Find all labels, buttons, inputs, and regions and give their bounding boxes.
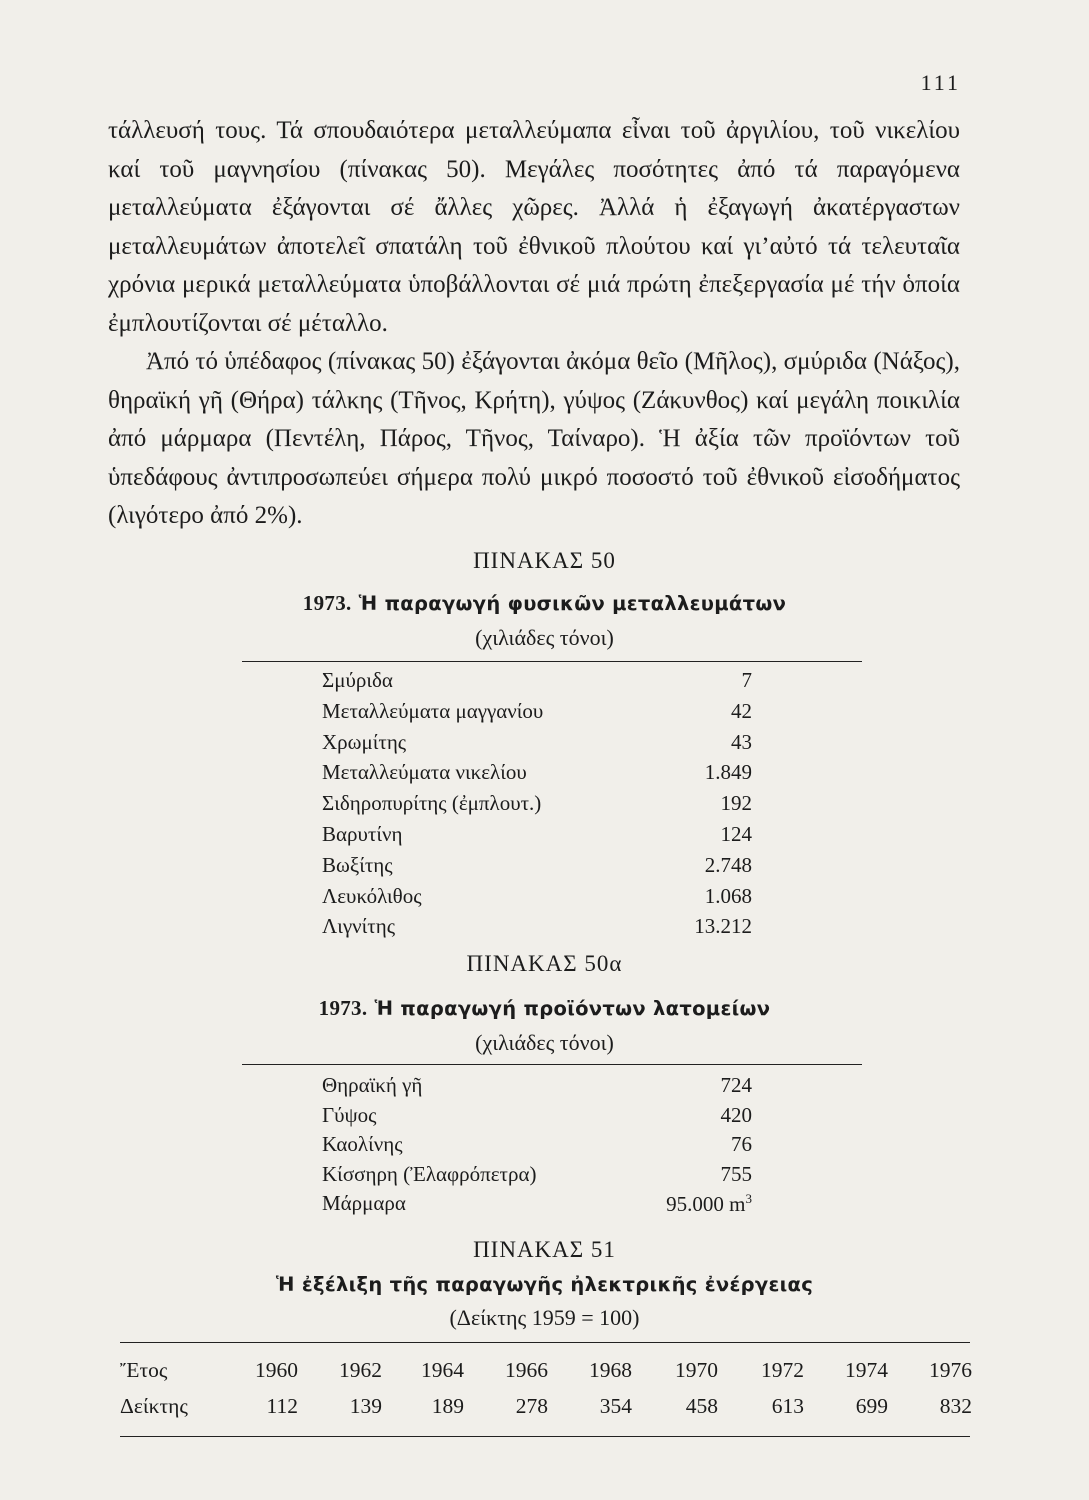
table-50a-title	[0, 996, 1089, 1021]
table-50-title	[0, 591, 1089, 616]
table-50-title-text: Ἡ παραγωγή φυσικῶν μεταλλευμάτων	[358, 592, 787, 615]
row-value	[721, 1162, 753, 1187]
table-51-index-cell: 613	[771, 1394, 804, 1418]
table-row	[322, 760, 752, 790]
row-label: Μάρμαρα	[322, 1191, 406, 1215]
table-51-index-row	[120, 1394, 972, 1428]
table-51-year-cell: 1966	[505, 1358, 548, 1382]
row-label: Λευκόλιθος	[322, 883, 422, 908]
row-value-text: 76	[731, 1132, 752, 1156]
row-value-text: 42	[731, 698, 752, 723]
row-value	[731, 699, 752, 724]
row-value-text: 724	[720, 1073, 752, 1097]
paragraph-2: Ἀπό τό ὑπέδαφος (πίνακας 50) ἐξάγονται ἀκόμα θεῖο (Μῆλος), σμύριδα (Νάξος), θηραϊκή γῆ (Θήρα) τάλκης (Τῆνος, Κρήτη), γύψος (Ζάκυνθος) καί μεγάλη ποικιλία ἀπό μάρμαρα (Πεντέλη, Πάρος, Τῆνος, Ταίναρο). Ἡ ἀξία τῶν προϊόντων τοῦ ὑπεδάφους ἀντιπροσωπεύει σήμερα πολύ μικρό ποσοστό τοῦ ἐθνικοῦ εἰσοδήματος (λιγότερο ἀπό 2%).	[108, 348, 960, 529]
paragraph-1: τάλλευσή τους. Τά σπουδαιότερα μεταλλεύμαπα εἶναι τοῦ ἀργιλίου, τοῦ νικελίου καί τοῦ μαγνησίου (πίνακας 50). Μεγάλες ποσότητες ἀπό τά παραγόμενα μεταλλεύματα ἐξάγονται σέ ἄλλες χῶρες. Ἀλλά ἡ ἐξαγωγή ἀκατέργαστων μεταλλευμάτων ἀποτελεῖ σπατάλη τοῦ ἐθνικοῦ πλούτου καί γι’αὐτό τά τελευταῖα χρόνια μερικά μεταλλεύματα ὑποβάλλονται σέ μιά πρώτη ἐπεξεργασία μέ τήν ὁποία ἐμπλουτίζονται σέ μέταλλο.	[108, 117, 960, 337]
row-label: Βωξίτης	[322, 852, 393, 877]
row-value-text: 43	[731, 729, 752, 754]
row-value	[705, 853, 752, 878]
table-51-index-cell: 832	[939, 1394, 972, 1418]
table-row	[322, 1073, 752, 1103]
row-value-superscript: 3	[745, 1191, 752, 1206]
table-51-title: Ἡ ἐξέλιξη τῆς παραγωγῆς ἠλεκτρικῆς ἐνέργειας	[275, 1273, 814, 1296]
table-50-heading: ΠΙΝΑΚΑΣ 50	[473, 548, 616, 573]
table-row	[322, 1132, 752, 1162]
table-51-year-cell: 1972	[761, 1358, 804, 1382]
table-row	[322, 914, 752, 944]
table-51-unit: (Δείκτης 1959 = 100)	[449, 1305, 640, 1330]
row-label: Χρωμίτης	[322, 729, 407, 754]
row-value	[705, 760, 752, 785]
table-51-year-cell: 1964	[421, 1358, 464, 1382]
body-text	[108, 112, 960, 536]
row-label: Σμύριδα	[322, 668, 393, 692]
row-value-text: 95.000 m	[666, 1192, 746, 1216]
table-51-index-cell: 278	[515, 1394, 548, 1418]
table-51-index-cell: 699	[855, 1394, 888, 1418]
row-value	[742, 668, 753, 693]
row-value-text: 13.212	[694, 914, 752, 939]
row-value-text: 755	[720, 1161, 752, 1186]
table-51-year-row	[120, 1358, 972, 1392]
table-51-year-cell: 1968	[589, 1358, 632, 1382]
table-51-year-cell: 1976	[929, 1358, 972, 1382]
table-51-year-label: Ἔτος	[120, 1358, 168, 1382]
table-51-bottom-rule	[120, 1436, 970, 1437]
table-row	[322, 822, 752, 852]
table-51-index-cell: 458	[685, 1394, 718, 1418]
table-row	[322, 730, 752, 760]
table-51-heading: ΠΙΝΑΚΑΣ 51	[473, 1237, 616, 1262]
table-row	[322, 853, 752, 883]
row-value	[705, 884, 752, 909]
row-value	[721, 1103, 753, 1128]
row-value-text: 1.068	[704, 883, 752, 908]
page-number: 111	[920, 70, 961, 95]
table-50a-heading: ΠΙΝΑΚΑΣ 50α	[466, 951, 623, 976]
table-51-index-cell: 139	[349, 1394, 382, 1418]
row-label: Σιδηροπυρίτης (ἐμπλουτ.)	[322, 791, 542, 816]
row-label: Μεταλλεύματα νικελίου	[322, 760, 527, 785]
row-label: Θηραϊκή γῆ	[322, 1073, 423, 1097]
row-value	[731, 730, 752, 755]
table-50-top-rule	[242, 661, 862, 662]
table-51-index-cell: 354	[599, 1394, 632, 1418]
row-value	[666, 1191, 752, 1217]
table-50a-title-text: Ἡ παραγωγή προϊόντων λατομείων	[374, 997, 771, 1020]
table-50a-top-rule	[242, 1064, 862, 1065]
table-51-year-cell: 1960	[255, 1358, 298, 1382]
row-label: Γύψος	[322, 1102, 377, 1127]
table-50-year: 1973.	[302, 591, 352, 615]
row-value	[731, 1132, 752, 1157]
table-51-year-cell: 1974	[845, 1358, 888, 1382]
table-50-unit: (χιλιάδες τόνοι)	[475, 625, 614, 650]
table-51-index-cell: 112	[266, 1394, 298, 1418]
row-value-text: 2.748	[704, 852, 752, 877]
row-label: Κίσσηρη (Ἐλαφρόπετρα)	[322, 1161, 537, 1186]
row-value-text: 7	[741, 668, 752, 692]
table-row	[322, 668, 752, 698]
row-value	[694, 914, 752, 939]
row-label: Λιγνίτης	[322, 914, 396, 939]
row-value	[721, 791, 753, 816]
table-row	[322, 1191, 752, 1221]
table-row	[322, 1162, 752, 1192]
table-row	[322, 884, 752, 914]
table-50a-year: 1973.	[318, 996, 368, 1020]
table-51-year-cell: 1962	[339, 1358, 382, 1382]
row-value-text: 124	[720, 822, 752, 846]
row-label: Καολίνης	[322, 1132, 403, 1156]
table-51-index-cell: 189	[431, 1394, 464, 1418]
row-label: Βαρυτίνη	[322, 822, 403, 846]
table-50a-unit: (χιλιάδες τόνοι)	[475, 1030, 614, 1055]
row-value-text: 420	[720, 1102, 752, 1127]
table-51-year-cell: 1970	[675, 1358, 718, 1382]
table-row	[322, 699, 752, 729]
row-value-text: 1.849	[704, 760, 752, 785]
table-row	[322, 1103, 752, 1133]
row-value-text: 192	[720, 791, 752, 816]
table-51-index-label: Δείκτης	[120, 1394, 188, 1418]
table-row	[322, 791, 752, 821]
row-value	[721, 822, 753, 847]
row-label: Μεταλλεύματα μαγγανίου	[322, 698, 544, 723]
table-51-top-rule	[120, 1342, 970, 1343]
row-value	[721, 1073, 753, 1098]
